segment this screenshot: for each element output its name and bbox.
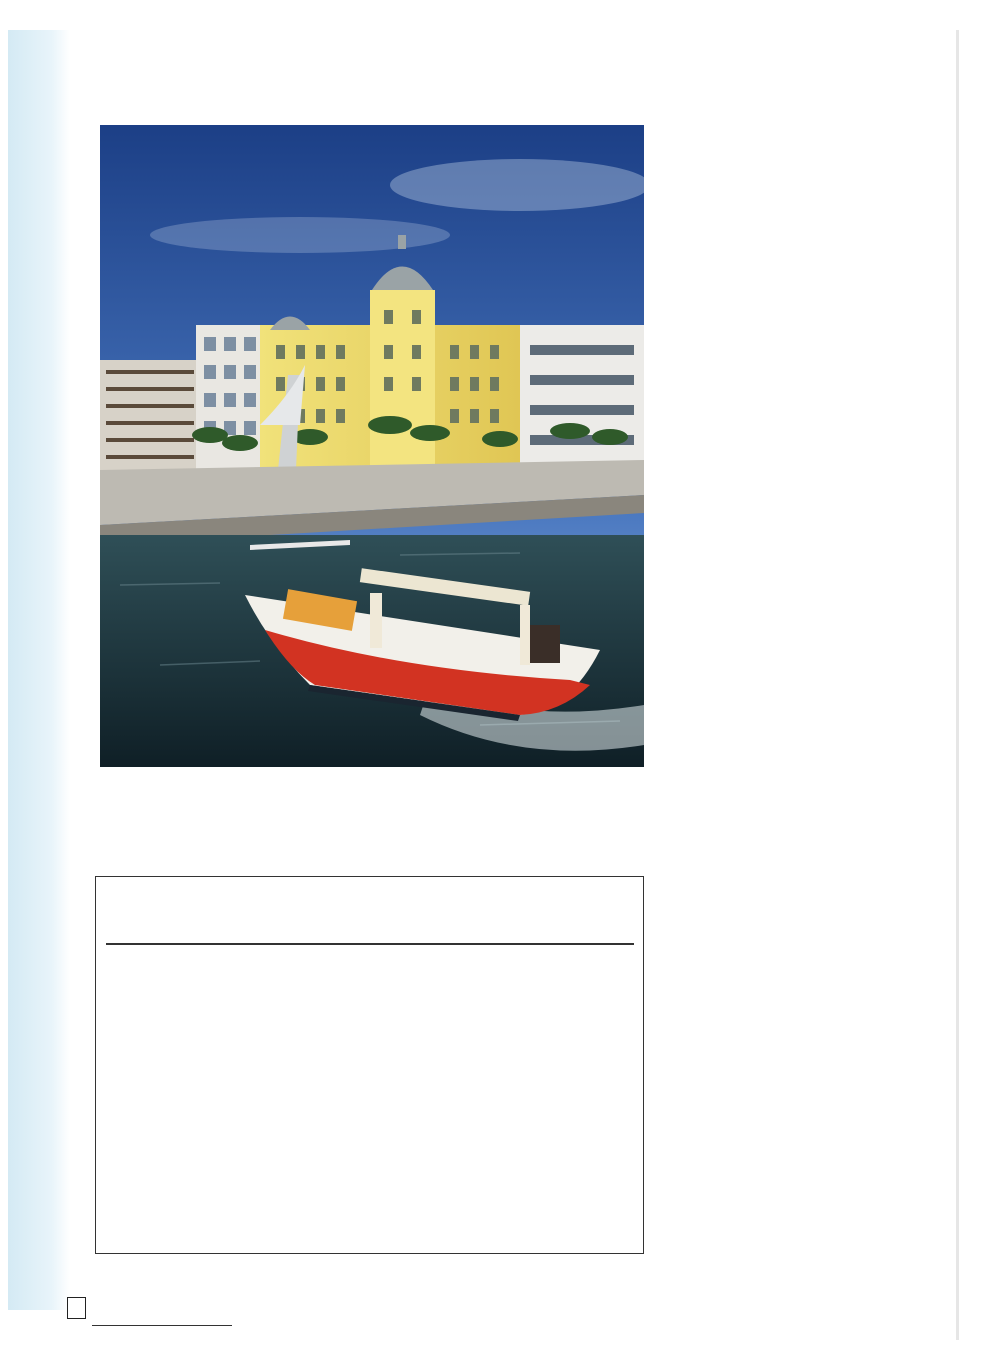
page-number bbox=[67, 1297, 86, 1319]
harbour-photo-illustration bbox=[100, 125, 644, 767]
table-header bbox=[106, 923, 634, 945]
footer-rule bbox=[92, 1325, 232, 1326]
harbour-photo bbox=[100, 125, 644, 767]
page-edge bbox=[956, 30, 959, 1340]
section-label bbox=[14, 80, 70, 380]
projects-table bbox=[95, 876, 644, 1254]
